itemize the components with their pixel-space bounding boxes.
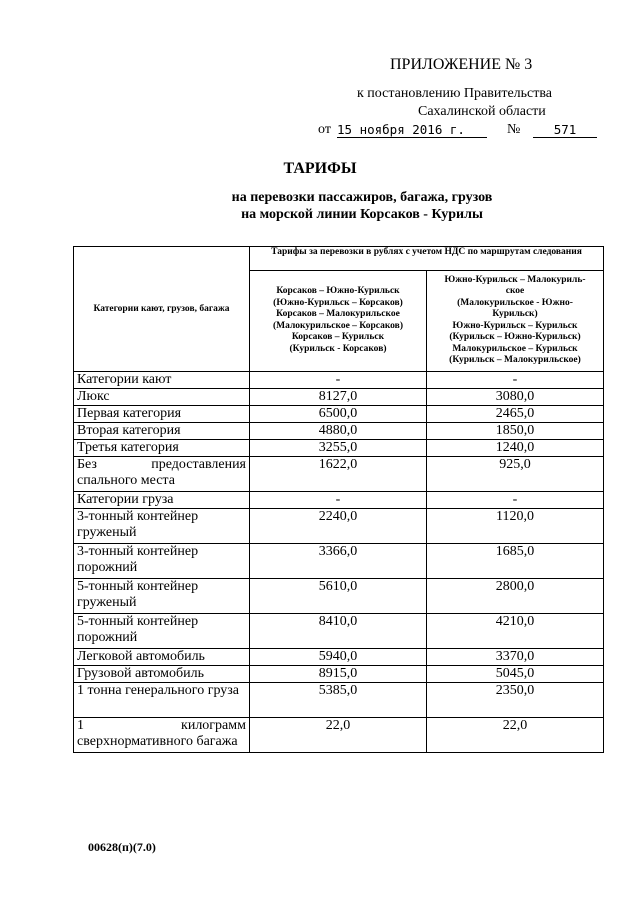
table-row: [74, 372, 604, 389]
row-value-route-1: 5940,0: [250, 649, 427, 666]
row-value-route-1: 8127,0: [250, 389, 427, 406]
route-2-line: (Курильск – Южно-Курильск): [449, 332, 581, 343]
row-category: Без предоставления спального места: [74, 457, 250, 492]
row-value-route-2: 2465,0: [427, 406, 604, 423]
footer-code: 00628(п)(7.0): [88, 840, 156, 854]
row-value-route-2: 925,0: [427, 457, 604, 492]
table-row: [74, 579, 604, 614]
column-header-route-2: [427, 270, 604, 371]
table-row: [74, 440, 604, 457]
route-1-line: (Курильск - Корсаков): [289, 343, 387, 354]
row-value-route-1: 3255,0: [250, 440, 427, 457]
route-2-line: Южно-Курильск – Малокуриль-: [444, 274, 586, 285]
row-value-route-2: 22,0: [427, 718, 604, 753]
column-header-route-1: [250, 270, 427, 371]
row-value-route-2: 3080,0: [427, 389, 604, 406]
table-row: [74, 718, 604, 753]
number-prefix: №: [507, 122, 521, 137]
row-value-route-1: 5610,0: [250, 579, 427, 614]
route-2-line: Южно-Курильск – Курильск: [452, 320, 578, 331]
row-category: Люкс: [74, 389, 250, 406]
route-1-line: (Южно-Курильск – Корсаков): [273, 297, 403, 308]
route-1-line: Корсаков – Малокурильское: [276, 309, 400, 320]
row-value-route-2: 4210,0: [427, 614, 604, 649]
row-category: Вторая категория: [74, 423, 250, 440]
appendix-label: ПРИЛОЖЕНИЕ № 3: [390, 56, 533, 73]
row-category: Грузовой автомобиль: [74, 666, 250, 683]
row-value-route-1: -: [250, 492, 427, 509]
route-1-line: Корсаков – Южно-Курильск: [276, 286, 400, 297]
tariffs-table: [73, 246, 604, 753]
route-1-line: Корсаков – Курильск: [291, 332, 385, 343]
row-value-route-2: 1850,0: [427, 423, 604, 440]
row-category: 5-тонный контейнер груженый: [74, 579, 250, 614]
row-value-route-2: 2800,0: [427, 579, 604, 614]
row-category: 1 тонна генерального груза: [74, 683, 250, 718]
row-value-route-1: 1622,0: [250, 457, 427, 492]
row-value-route-2: 1120,0: [427, 509, 604, 544]
date-prefix: от: [318, 122, 331, 137]
row-value-route-1: 8410,0: [250, 614, 427, 649]
row-value-route-2: -: [427, 372, 604, 389]
route-2-line: (Малокурильское - Южно-: [457, 297, 573, 308]
row-value-route-1: 3366,0: [250, 544, 427, 579]
route-1-line: (Малокурильское – Корсаков): [273, 320, 403, 331]
table-row: [74, 457, 604, 492]
row-value-route-2: 5045,0: [427, 666, 604, 683]
table-row: [74, 492, 604, 509]
table-row: [74, 544, 604, 579]
table-row: [74, 389, 604, 406]
document-subtitle-2: на морской линии Корсаков - Курилы: [241, 207, 483, 222]
row-category: 3-тонный контейнер порожний: [74, 544, 250, 579]
decree-date: 15 ноября 2016 г.: [337, 122, 487, 138]
row-category: 3-тонный контейнер груженый: [74, 509, 250, 544]
row-value-route-1: 22,0: [250, 718, 427, 753]
route-2-line: Курильск): [492, 309, 538, 320]
row-category: Первая категория: [74, 406, 250, 423]
row-category: 5-тонный контейнер порожний: [74, 614, 250, 649]
decree-line-2: Сахалинской области: [418, 104, 546, 119]
row-category: Третья категория: [74, 440, 250, 457]
table-row: [74, 423, 604, 440]
row-value-route-1: 4880,0: [250, 423, 427, 440]
table-row: [74, 406, 604, 423]
column-header-tariffs: Тарифы за перевозки в рублях с учетом НДС по маршрутам следования: [250, 247, 604, 271]
document-subtitle-1: на перевозки пассажиров, багажа, грузов: [231, 190, 493, 205]
row-category: Категории груза: [74, 492, 250, 509]
route-2-line: ское: [505, 286, 525, 297]
row-category: Категории кают: [74, 372, 250, 389]
column-header-category: Категории кают, грузов, багажа: [74, 247, 250, 372]
row-value-route-1: 2240,0: [250, 509, 427, 544]
row-value-route-2: 1685,0: [427, 544, 604, 579]
row-value-route-1: 6500,0: [250, 406, 427, 423]
route-2-line: Малокурильское – Курильск: [452, 343, 578, 354]
route-2-line: (Курильск – Малокурильское): [449, 355, 581, 366]
table-row: [74, 509, 604, 544]
table-row: [74, 614, 604, 649]
decree-line-1: к постановлению Правительства: [357, 86, 553, 101]
document-title: ТАРИФЫ: [283, 160, 357, 177]
row-value-route-1: 8915,0: [250, 666, 427, 683]
row-category: 1 килограмм сверхнормативного багажа: [74, 718, 250, 753]
row-value-route-2: 1240,0: [427, 440, 604, 457]
table-row: [74, 666, 604, 683]
row-value-route-2: -: [427, 492, 604, 509]
row-value-route-1: 5385,0: [250, 683, 427, 718]
row-category: Легковой автомобиль: [74, 649, 250, 666]
decree-number: 571: [533, 122, 597, 138]
row-value-route-2: 2350,0: [427, 683, 604, 718]
row-value-route-2: 3370,0: [427, 649, 604, 666]
table-row: [74, 683, 604, 718]
table-row: [74, 649, 604, 666]
row-value-route-1: -: [250, 372, 427, 389]
